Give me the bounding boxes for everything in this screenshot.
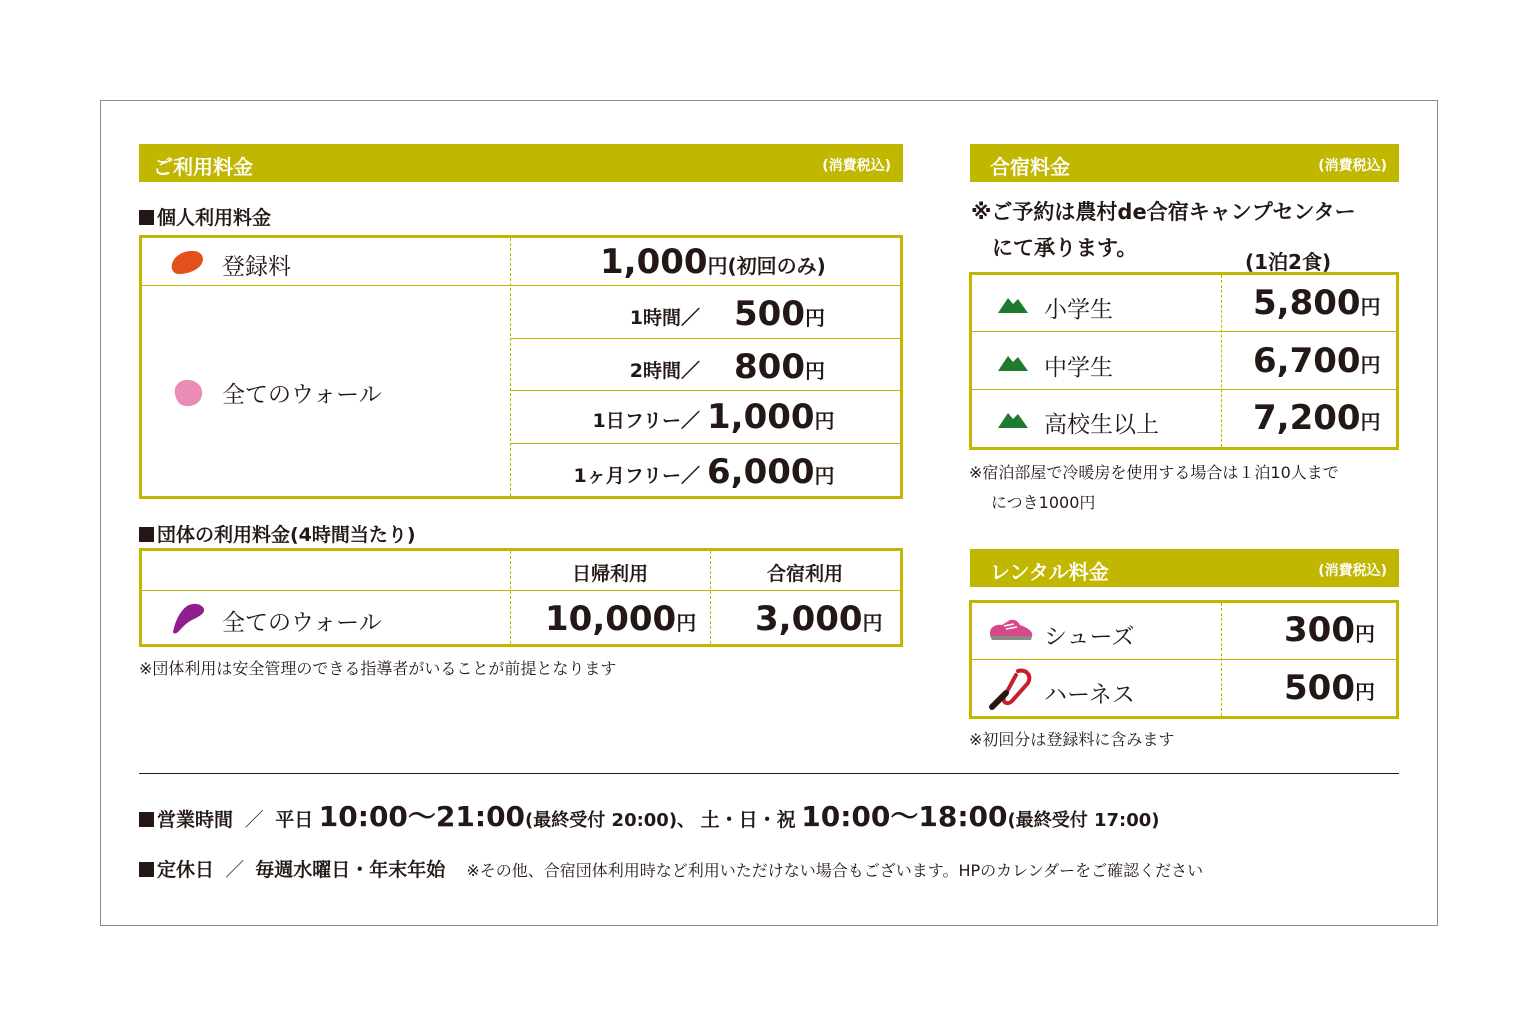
camp-title: 合宿料金: [990, 155, 1070, 179]
rate-label-1day: 1日フリー／: [592, 410, 700, 432]
rate-price-1day: 1,000円: [707, 397, 835, 437]
rental-price-shoes: 300円: [1284, 610, 1375, 650]
harness-icon: [988, 667, 1034, 711]
weekday-last: (最終受付 20:00)、: [525, 810, 696, 831]
camp-label-elementary: 小学生: [1044, 297, 1113, 323]
rental-note: ※初回分は登録料に含みます: [969, 730, 1175, 749]
weekend-label: 土・日・祝: [700, 809, 796, 831]
rate-label-1month: 1ヶ月フリー／: [573, 465, 700, 487]
rental-label-shoes: シューズ: [1044, 624, 1135, 650]
usage-tax-note: (消費税込): [822, 158, 891, 174]
camp-note-line1: ※宿泊部屋で冷暖房を使用する場合は１泊10人まで: [969, 463, 1339, 482]
weekday-label: 平日: [275, 809, 314, 831]
rate-label-1hour: 1時間／: [629, 307, 700, 329]
registration-price: 1,000円(初回のみ): [600, 242, 826, 282]
group-camp-price: 3,000円: [755, 599, 883, 639]
camp-per-stay: (1泊2食): [1245, 250, 1332, 274]
usage-title-bar: [139, 144, 903, 182]
orange-hold-icon: [168, 249, 206, 275]
weekend-last: (最終受付 17:00): [1007, 810, 1160, 831]
rate-price-1month: 6,000円: [707, 452, 835, 492]
all-walls-label: 全てのウォール: [222, 382, 382, 408]
closed-label: 定休日: [157, 859, 215, 881]
camp-label-highschool: 高校生以上: [1044, 412, 1159, 438]
purple-hold-icon: [170, 602, 206, 634]
camp-notice-line1: ※ご予約は農村de合宿キャンプセンター: [971, 200, 1356, 224]
group-col-camp: 合宿利用: [766, 563, 843, 585]
camp-notice-line2: にて承ります。: [992, 236, 1138, 260]
group-wall-label: 全てのウォール: [222, 610, 382, 636]
pink-hold-icon: [172, 378, 204, 408]
mountain-icon: [998, 353, 1028, 371]
individual-heading: 個人利用料金: [139, 203, 271, 230]
weekday-time: 10:00〜21:00: [318, 800, 526, 833]
camp-price-highschool: 7,200円: [1253, 398, 1381, 438]
business-hours: 営業時間 ／ 平日 10:00〜21:00(最終受付 20:00)、 土・日・祝 10:00〜18:00(最終受付 17:00): [139, 795, 1160, 835]
rental-label-harness: ハーネス: [1044, 682, 1135, 708]
rate-label-2hour: 2時間／: [629, 360, 700, 382]
camp-note-line2: につき1000円: [991, 493, 1096, 512]
usage-title: ご利用料金: [153, 155, 253, 179]
closed-days: 定休日 ／ 毎週水曜日・年末年始 ※その他、合宿団体利用時など利用いただけない場合もございます。HPのカレンダーをご確認ください: [139, 855, 1203, 882]
registration-label: 登録料: [222, 254, 291, 280]
weekend-time: 10:00〜18:00: [801, 800, 1008, 833]
group-heading: 団体の利用料金(4時間当たり): [139, 520, 416, 547]
mountain-icon: [998, 295, 1028, 313]
rental-price-harness: 500円: [1284, 668, 1375, 708]
rental-title: レンタル料金: [990, 560, 1109, 584]
mountain-icon: [998, 410, 1028, 428]
camp-title-bar: [970, 144, 1399, 182]
camp-tax-note: (消費税込): [1318, 158, 1387, 174]
rate-price-2hour: 800円: [734, 347, 825, 387]
camp-price-junior: 6,700円: [1253, 341, 1381, 381]
shoe-icon: [988, 617, 1034, 643]
rate-price-1hour: 500円: [734, 294, 825, 334]
group-col-day: 日帰利用: [571, 563, 648, 585]
closed-note: ※その他、合宿団体利用時など利用いただけない場合もございます。HPのカレンダーをご確認ください: [466, 861, 1204, 880]
rental-title-bar: [970, 549, 1399, 587]
rental-tax-note: (消費税込): [1318, 563, 1387, 579]
camp-label-junior: 中学生: [1044, 355, 1113, 381]
closed-days-value: 毎週水曜日・年末年始: [255, 859, 446, 881]
footer-divider: [139, 773, 1399, 774]
camp-price-elementary: 5,800円: [1253, 283, 1381, 323]
hours-label: 営業時間: [157, 809, 234, 831]
group-note: ※団体利用は安全管理のできる指導者がいることが前提となります: [139, 659, 617, 678]
group-day-price: 10,000円: [545, 599, 697, 639]
